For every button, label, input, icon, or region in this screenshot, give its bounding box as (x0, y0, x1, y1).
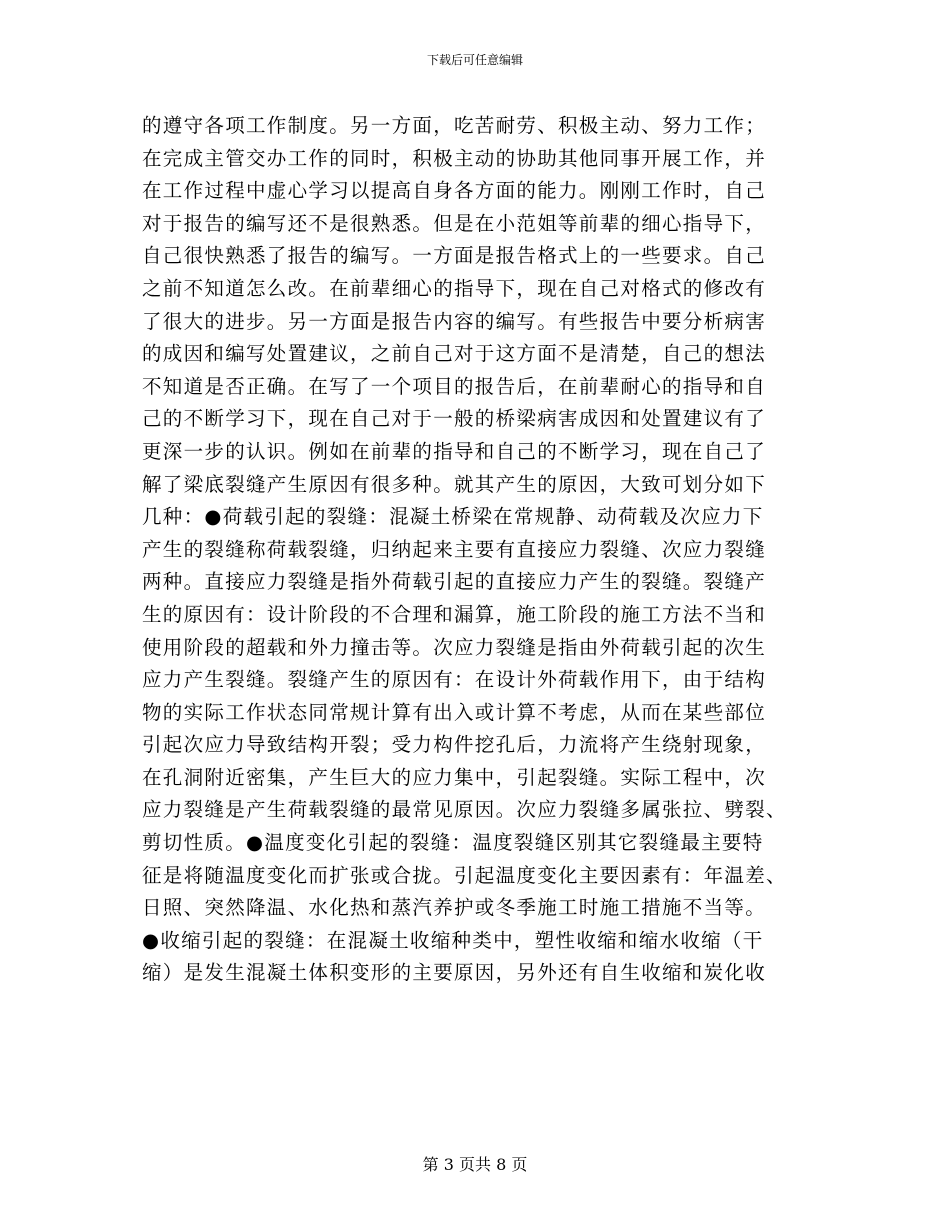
text-line: 己的不断学习下，现在自己对于一般的桥梁病害成因和处置建议有了 (142, 407, 767, 431)
page-header: 下载后可任意编辑 (426, 53, 523, 67)
text-line: 对于报告的编写还不是很熟悉。但是在小范姐等前辈的细心指导下， (142, 211, 767, 235)
text-line: 几种：●荷载引起的裂缝：混凝土桥梁在常规静、动荷载及次应力下 (142, 505, 764, 529)
text-line: 在完成主管交办工作的同时，积极主动的协助其他同事开展工作，并 (142, 146, 767, 170)
text-line: 在孔洞附近密集，产生巨大的应力集中，引起裂缝。实际工程中，次 (142, 765, 767, 789)
text-line: 日照、突然降温、水化热和蒸汽养护或冬季施工时施工措施不当等。 (142, 896, 767, 920)
text-line: 剪切性质。●温度变化引起的裂缝：温度裂缝区别其它裂缝最主要特 (142, 831, 764, 855)
text-line: 物的实际工作状态同常规计算有出入或计算不考虑，从而在某些部位 (142, 700, 767, 724)
text-line: 的成因和编写处置建议，之前自己对于这方面不是清楚，自己的想法 (142, 342, 767, 366)
text-line: 不知道是否正确。在写了一个项目的报告后，在前辈耐心的指导和自 (142, 374, 767, 398)
text-line: 解了梁底裂缝产生原因有很多种。就其产生的原因，大致可划分如下 (142, 472, 767, 496)
text-line: 自己很快熟悉了报告的编写。一方面是报告格式上的一些要求。自己 (142, 244, 767, 268)
text-line: 生的原因有：设计阶段的不合理和漏算，施工阶段的施工方法不当和 (142, 602, 767, 626)
text-line: 产生的裂缝称荷载裂缝，归纳起来主要有直接应力裂缝、次应力裂缝 (142, 537, 767, 561)
text-line: 在工作过程中虚心学习以提高自身各方面的能力。刚刚工作时，自己 (142, 179, 767, 203)
text-line: 两种。直接应力裂缝是指外荷载引起的直接应力产生的裂缝。裂缝产 (142, 570, 767, 594)
text-line: 应力裂缝是产生荷载裂缝的最常见原因。次应力裂缝多属张拉、劈裂、 (142, 798, 787, 822)
page-footer: 第 3 页共 8 页 (422, 1155, 528, 1174)
text-line: 之前不知道怎么改。在前辈细心的指导下，现在自己对格式的修改有 (142, 276, 767, 300)
text-line: 应力产生裂缝。裂缝产生的原因有：在设计外荷载作用下，由于结构 (142, 668, 767, 692)
body-text (142, 110, 802, 990)
text-line: 更深一步的认识。例如在前辈的指导和自己的不断学习，现在自己了 (142, 439, 767, 463)
text-line: 的遵守各项工作制度。另一方面，吃苦耐劳、积极主动、努力工作； (142, 114, 767, 137)
text-line: 缩）是发生混凝土体积变形的主要原因，另外还有自生收缩和炭化收 (142, 961, 767, 985)
text-line: 使用阶段的超载和外力撞击等。次应力裂缝是指由外荷载引起的次生 (142, 635, 767, 659)
text-line: 了很大的进步。另一方面是报告内容的编写。有些报告中要分析病害 (142, 309, 767, 333)
text-line: 征是将随温度变化而扩张或合拢。引起温度变化主要因素有：年温差、 (142, 863, 787, 887)
text-line: ●收缩引起的裂缝：在混凝土收缩种类中，塑性收缩和缩水收缩（干 (142, 928, 764, 952)
text-line: 引起次应力导致结构开裂；受力构件挖孔后，力流将产生绕射现象， (142, 733, 767, 757)
